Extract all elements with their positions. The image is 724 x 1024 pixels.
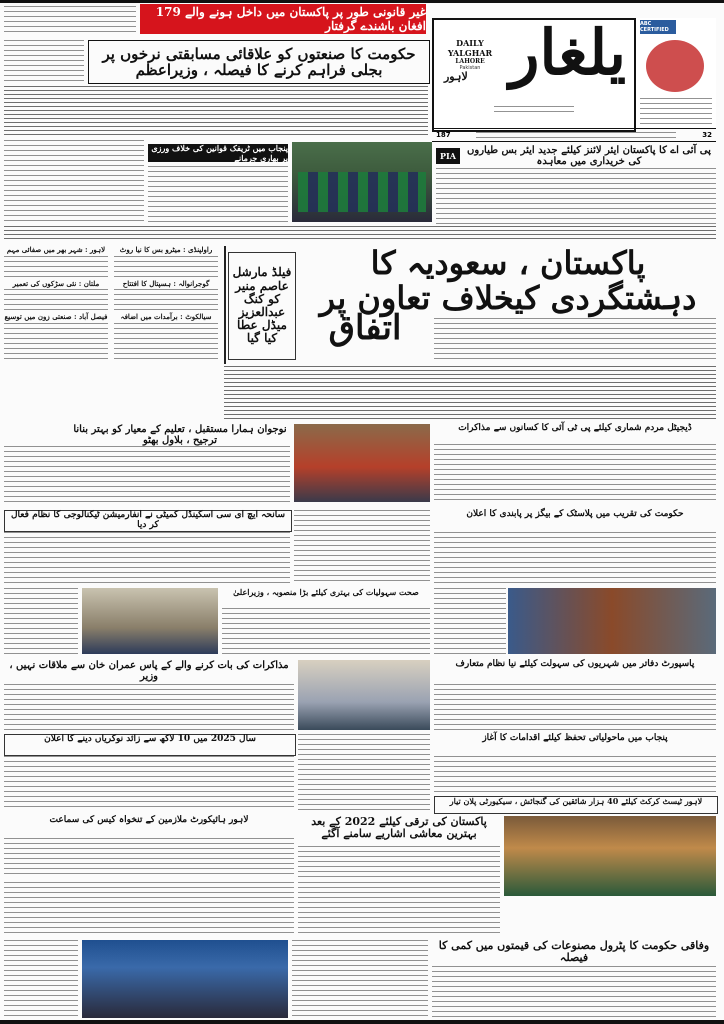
court-headline (4, 816, 294, 836)
court-headline-text: لاہور ہائیکورٹ ملازمین کے تنخواہ کیس کی سماعت (49, 815, 249, 825)
masthead-editor-line (494, 106, 574, 116)
masthead-country-en: Pakistan (459, 65, 481, 71)
passport-headline-text: پاسپورٹ دفاتر میں شہریوں کی سہولت کیلئے نیا نظام متعارف (455, 659, 695, 669)
volume-number: 32 (702, 131, 712, 139)
top-left-brief (4, 6, 136, 34)
top-banner-text: غیر قانونی طور پر پاکستان میں داخل ہونے والے 179 افغان باشندے گرفتار (155, 5, 426, 33)
speaker-photo (82, 588, 218, 654)
jobs-headline-text: سال 2025 میں 10 لاکھ سے زائد نوکریاں دینے کا اعلان (44, 734, 256, 744)
bottom-border (0, 1020, 724, 1024)
cricket-headline (434, 796, 718, 814)
brief-1: لاہور : شہر بھر میں صفائی مہم (6, 245, 106, 254)
environment-headline-text: پنجاب میں ماحولیاتی تحفظ کیلئے اقدامات کا آغاز (482, 733, 668, 743)
hec-headline (4, 510, 292, 532)
masthead-side-text (640, 98, 712, 124)
brief-3-body (4, 323, 108, 363)
side-headline-text: فیلڈ مارشل عاصم منیر کو کنگ عبدالعزیز میڈل عطا کیا گیا (232, 265, 292, 346)
christmas-photo (504, 816, 716, 896)
pia-tag (436, 148, 460, 164)
lead-headline (88, 40, 430, 84)
team-photo (292, 142, 432, 222)
side-headline (228, 252, 296, 360)
masthead-side (636, 18, 716, 128)
emblem-icon (646, 40, 704, 92)
date-bar (432, 128, 716, 142)
briefs-col-left (4, 244, 108, 420)
court-story-body (4, 838, 294, 878)
environment-body (434, 756, 716, 794)
education-body (4, 446, 290, 504)
brief-5: گوجرانوالہ : ہسپتال کا افتتاح (122, 278, 210, 288)
middle-column-story (294, 510, 430, 584)
bank-caption (434, 588, 506, 654)
pia-headline-text: پی آئی اے کا پاکستان ایئر لائنز کیلئے جدید ایئر بس طیاروں کی خریداری میں معاہدہ (467, 145, 711, 167)
story-header-2 (148, 144, 288, 162)
top-border (0, 0, 724, 3)
passport-body (434, 684, 716, 730)
side-briefs (4, 244, 220, 420)
bottom-left-story (4, 882, 294, 936)
main-story-intro (434, 318, 716, 362)
petrol-headline-text: وفاقی حکومت کا پٹرول مصنوعات کی قیمتوں میں کمی کا فیصلہ (438, 939, 710, 965)
masthead-title-ur: یلغار (509, 16, 626, 89)
ceremony-caption (4, 940, 78, 1018)
census-headline-text: ڈیجیٹل مردم شماری کیلئے پی ٹی آئی کا کسانوں سے مذاکرات (458, 423, 692, 433)
ticker-strip (4, 226, 716, 240)
main-story-body (224, 366, 716, 420)
main-headline (300, 244, 716, 318)
health-headline-text: صحت سہولیات کی بہتری کیلئے بڑا منصوبہ ، وزیراعلیٰ (233, 587, 419, 597)
masthead (432, 18, 636, 132)
education-headline (70, 424, 290, 444)
briefs-col-right (114, 244, 218, 420)
issue-number: 187 (436, 131, 451, 139)
plastic-headline (434, 510, 716, 530)
masthead-city-ur: لاہور (444, 70, 468, 83)
team-photo-people (298, 172, 426, 212)
cricket-headline-text: لاہور ٹیسٹ کرکٹ کیلئے 40 ہزار شائقین کی گنجائش ، سیکیورٹی پلان تیار (449, 796, 703, 806)
lead-story-body (4, 86, 428, 136)
jobs-body (4, 756, 294, 810)
meeting-photo (298, 660, 430, 730)
date-bar-text (476, 132, 676, 138)
top-banner (140, 4, 426, 34)
story-2-body (148, 166, 288, 222)
census-headline (434, 424, 716, 442)
lead-headline-text: حکومت کا صنعتوں کو علاقائی مسابقتی نرخوں پر بجلی فراہم کرنے کا فیصلہ ، وزیراعظم (102, 44, 416, 79)
pia-tag-text: PIA (440, 151, 456, 161)
pia-headline (462, 145, 716, 165)
economy-body (298, 846, 500, 878)
health-body (222, 608, 430, 654)
hec-body (4, 532, 290, 584)
bottom-column-story (292, 940, 428, 1018)
masthead-english (440, 26, 500, 71)
bank-photo (508, 588, 716, 654)
plastic-headline-text: حکومت کی تقریب میں پلاسٹک کے بیگز پر پابندی کا اعلان (466, 509, 684, 519)
education-headline-text: نوجوان ہمارا مستقبل ، تعلیم کے معیار کو بہتر بنانا ترجیح ، بلاول بھٹو (73, 424, 287, 446)
talks-headline (4, 660, 294, 682)
brief-4: راولپنڈی : میٹرو بس کا نیا روٹ (119, 245, 213, 254)
headline-2-text: پنجاب میں ٹریفک قوانین کی خلاف ورزی پر بھاری جرمانے (151, 143, 288, 163)
left-column-story (4, 140, 144, 222)
passport-headline (434, 660, 716, 682)
environment-headline (434, 734, 716, 754)
masthead-title-en: DAILY YALGHAR (447, 38, 493, 58)
health-headline (222, 588, 430, 606)
census-body (434, 444, 716, 504)
masthead-city-en: LAHORE (455, 58, 485, 65)
main-headline-line1: پاکستان ، سعودیہ کا دہشتگردی کیخلاف تعاون پر (319, 244, 697, 318)
hec-headline-text: سانحہ ایچ ای سی اسکینڈل کمیٹی نے انفارمیشن ٹیکنالوجی کا نظام فعال کر دیا (11, 510, 285, 530)
economy-headline-text: پاکستان کی ترقی کیلئے 2022 کے بعد بہترین معاشی اشاریے سامنے آگئے (311, 815, 487, 841)
talks-body (4, 684, 294, 730)
bottom-middle-story (298, 882, 500, 936)
main-headline-line2: اتفاق (328, 308, 402, 348)
economy-headline (298, 816, 500, 844)
brief-5-body (114, 289, 218, 311)
brief-2-body (4, 289, 108, 311)
brief-2: ملتان : نئی سڑکوں کی تعمیر (12, 278, 100, 288)
abc-badge: ABC CERTIFIED (640, 20, 676, 34)
brief-1-body (4, 256, 108, 278)
left-corner-text (4, 40, 84, 82)
petrol-body (432, 966, 716, 1018)
ceremony-photo (82, 940, 288, 1018)
brief-3: فیصل آباد : صنعتی زون میں توسیع (4, 312, 108, 322)
pia-story-body (436, 168, 716, 224)
event-photo-1 (294, 424, 430, 502)
jobs-headline (4, 734, 296, 756)
column-rule (224, 246, 226, 364)
plastic-body (434, 532, 716, 584)
speaker-caption (4, 588, 78, 654)
main-headline-2 (300, 310, 430, 360)
court-body (298, 734, 430, 810)
brief-6-body (114, 323, 218, 363)
brief-6: سیالکوٹ : برآمدات میں اضافہ (120, 312, 212, 322)
petrol-headline (432, 940, 716, 964)
talks-headline-text: مذاکرات کی بات کرنے والے کے پاس عمران خان سے ملاقات نہیں ، وزیر (9, 660, 289, 682)
brief-4-body (114, 256, 218, 278)
